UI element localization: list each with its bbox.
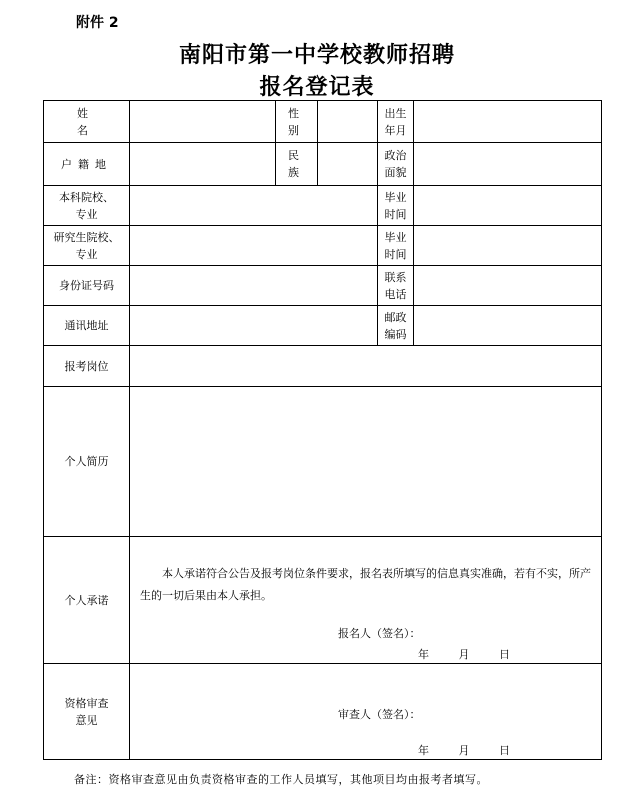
label-grad-time: 毕业 时间: [378, 186, 414, 226]
label-resume: 个人简历: [44, 387, 130, 537]
label-postgrad: 研究生院校、 专业: [44, 226, 130, 266]
input-postcode[interactable]: [414, 306, 602, 346]
input-postgrad[interactable]: [130, 226, 378, 266]
row-postgrad: [44, 226, 602, 266]
promise-content: [130, 537, 602, 664]
label-political: 政治 面貌: [378, 143, 414, 186]
row-review: [44, 664, 602, 760]
input-phone[interactable]: [414, 266, 602, 306]
input-address[interactable]: [130, 306, 378, 346]
review-content: [130, 664, 602, 760]
input-ethnicity[interactable]: [318, 143, 378, 186]
label-household: 户籍地: [44, 143, 130, 186]
label-phone: 联系 电话: [378, 266, 414, 306]
promise-statement: 本人承诺符合公告及报考岗位条件要求，报名表所填写的信息真实准确，若有不实，所产生的一切后果由本人承担。: [140, 567, 591, 602]
input-gender[interactable]: [318, 101, 378, 143]
attachment-label: 附件 2: [76, 15, 119, 31]
input-birth[interactable]: [414, 101, 602, 143]
row-position: [44, 346, 602, 387]
label-promise: 个人承诺: [44, 537, 130, 664]
label-birth: 出生 年月: [378, 101, 414, 143]
row-household: [44, 143, 602, 186]
applicant-date-label: 年 月 日: [418, 648, 510, 661]
input-position[interactable]: [130, 346, 602, 387]
input-political[interactable]: [414, 143, 602, 186]
label-ethnicity: 民 族: [276, 143, 318, 186]
input-id-number[interactable]: [130, 266, 378, 306]
label-review: 资格审查 意见: [44, 664, 130, 760]
row-id: [44, 266, 602, 306]
input-undergrad[interactable]: [130, 186, 378, 226]
input-grad-time-2[interactable]: [414, 226, 602, 266]
reviewer-signature-label: 审查人（签名）：: [338, 708, 421, 721]
input-grad-time[interactable]: [414, 186, 602, 226]
footer-note: 备注：资格审查意见由负责资格审查的工作人员填写，其他项目均由报考者填写。: [74, 773, 488, 786]
label-position: 报考岗位: [44, 346, 130, 387]
label-address: 通讯地址: [44, 306, 130, 346]
row-promise: [44, 537, 602, 664]
form-title: 南阳市第一中学校教师招聘: [178, 43, 455, 68]
applicant-signature-label: 报名人（签名）：: [338, 627, 421, 640]
label-gender: 性 别: [276, 101, 318, 143]
row-name: [44, 101, 602, 143]
label-name: 姓 名: [44, 101, 130, 143]
form-subtitle: 报名登记表: [259, 75, 375, 100]
row-undergrad: [44, 186, 602, 226]
input-household[interactable]: [130, 143, 276, 186]
row-address: [44, 306, 602, 346]
label-grad-time-2: 毕业 时间: [378, 226, 414, 266]
input-resume[interactable]: [130, 387, 602, 537]
label-postcode: 邮政 编码: [378, 306, 414, 346]
label-id-number: 身份证号码: [44, 266, 130, 306]
row-resume: [44, 387, 602, 537]
registration-form-table: [43, 100, 602, 760]
label-undergrad: 本科院校、 专业: [44, 186, 130, 226]
reviewer-date-label: 年 月 日: [418, 744, 510, 757]
